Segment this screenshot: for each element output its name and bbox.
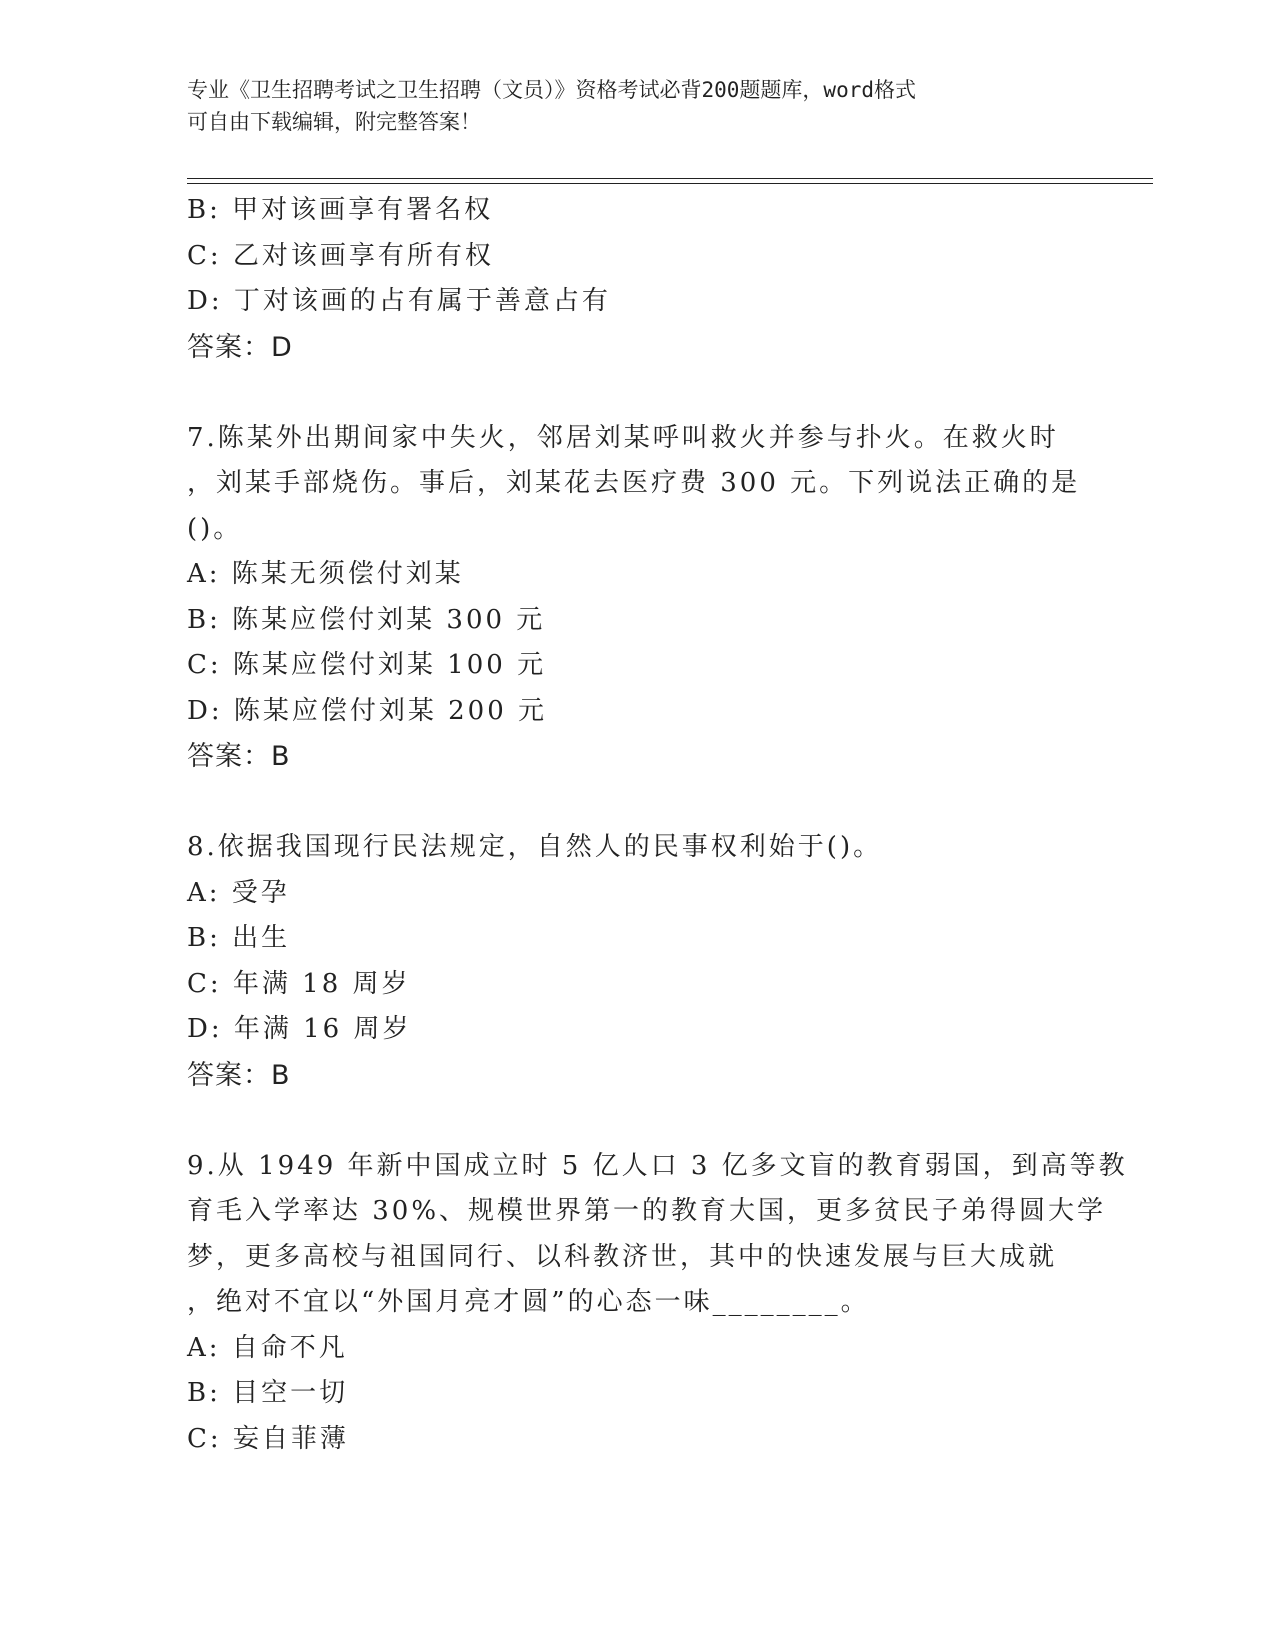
option-d: D: 陈某应偿付刘某 200 元 [187,695,548,726]
header-line-1: 专业《卫生招聘考试之卫生招聘（文员）》资格考试必背200题题库，word格式 [187,78,916,102]
option-b: B: 甲对该画享有署名权 [187,195,494,225]
document-header [187,74,1087,138]
question-7-text-line-2: ，刘某手部烧伤。事后，刘某花去医疗费 300 元。下列说法正确的是 [187,468,1081,498]
option-d: D: 丁对该画的占有属于善意占有 [187,286,611,316]
option-a: A: 自命不凡 [187,1332,348,1363]
question-7-text-line-3: ()。 [187,513,243,544]
answer-label: 答案：B [187,741,291,772]
question-8-block [187,825,1087,1098]
option-c: C: 年满 18 周岁 [187,968,411,999]
question-content [187,188,1128,1462]
question-9-text-line-3: 梦，更多高校与祖国同行、以科教济世，其中的快速发展与巨大成就 [187,1241,1058,1272]
option-a: A: 陈某无须偿付刘某 [187,559,464,589]
answer-label: 答案：D [187,331,293,363]
option-a: A: 受孕 [187,877,290,908]
option-b: B: 出生 [187,923,291,953]
question-9-text-line-4: ，绝对不宜以“外国月亮才圆”的心态一味________。 [187,1287,870,1317]
question-9-text-line-2: 育毛入学率达 30%、规模世界第一的教育大国，更多贫民子弟得圆大学 [187,1196,1107,1226]
option-b: B: 陈某应偿付刘某 300 元 [187,604,546,635]
question-7-text-line-1: 7.陈某外出期间家中失火，邻居刘某呼叫救火并参与扑火。在救火时 [187,422,1059,453]
option-c: C: 乙对该画享有所有权 [187,240,494,271]
question-9-block [187,1144,1128,1463]
question-8-text-line-1: 8.依据我国现行民法规定，自然人的民事权利始于()。 [187,832,883,862]
prev-question-block [187,188,1087,370]
header-rule-bottom [187,183,1153,184]
header-line-2: 可自由下载编辑，附完整答案！ [187,110,481,134]
question-9-text-line-1: 9.从 1949 年新中国成立时 5 亿人口 3 亿多文盲的教育弱国，到高等教 [187,1150,1128,1181]
option-c: C: 陈某应偿付刘某 100 元 [187,650,547,680]
option-d: D: 年满 16 周岁 [187,1014,412,1044]
option-b: B: 目空一切 [187,1378,349,1408]
answer-label: 答案：B [187,1059,291,1091]
header-rule-top [187,178,1153,179]
option-c: C: 妄自菲薄 [187,1423,349,1454]
question-7-block [187,416,1087,780]
